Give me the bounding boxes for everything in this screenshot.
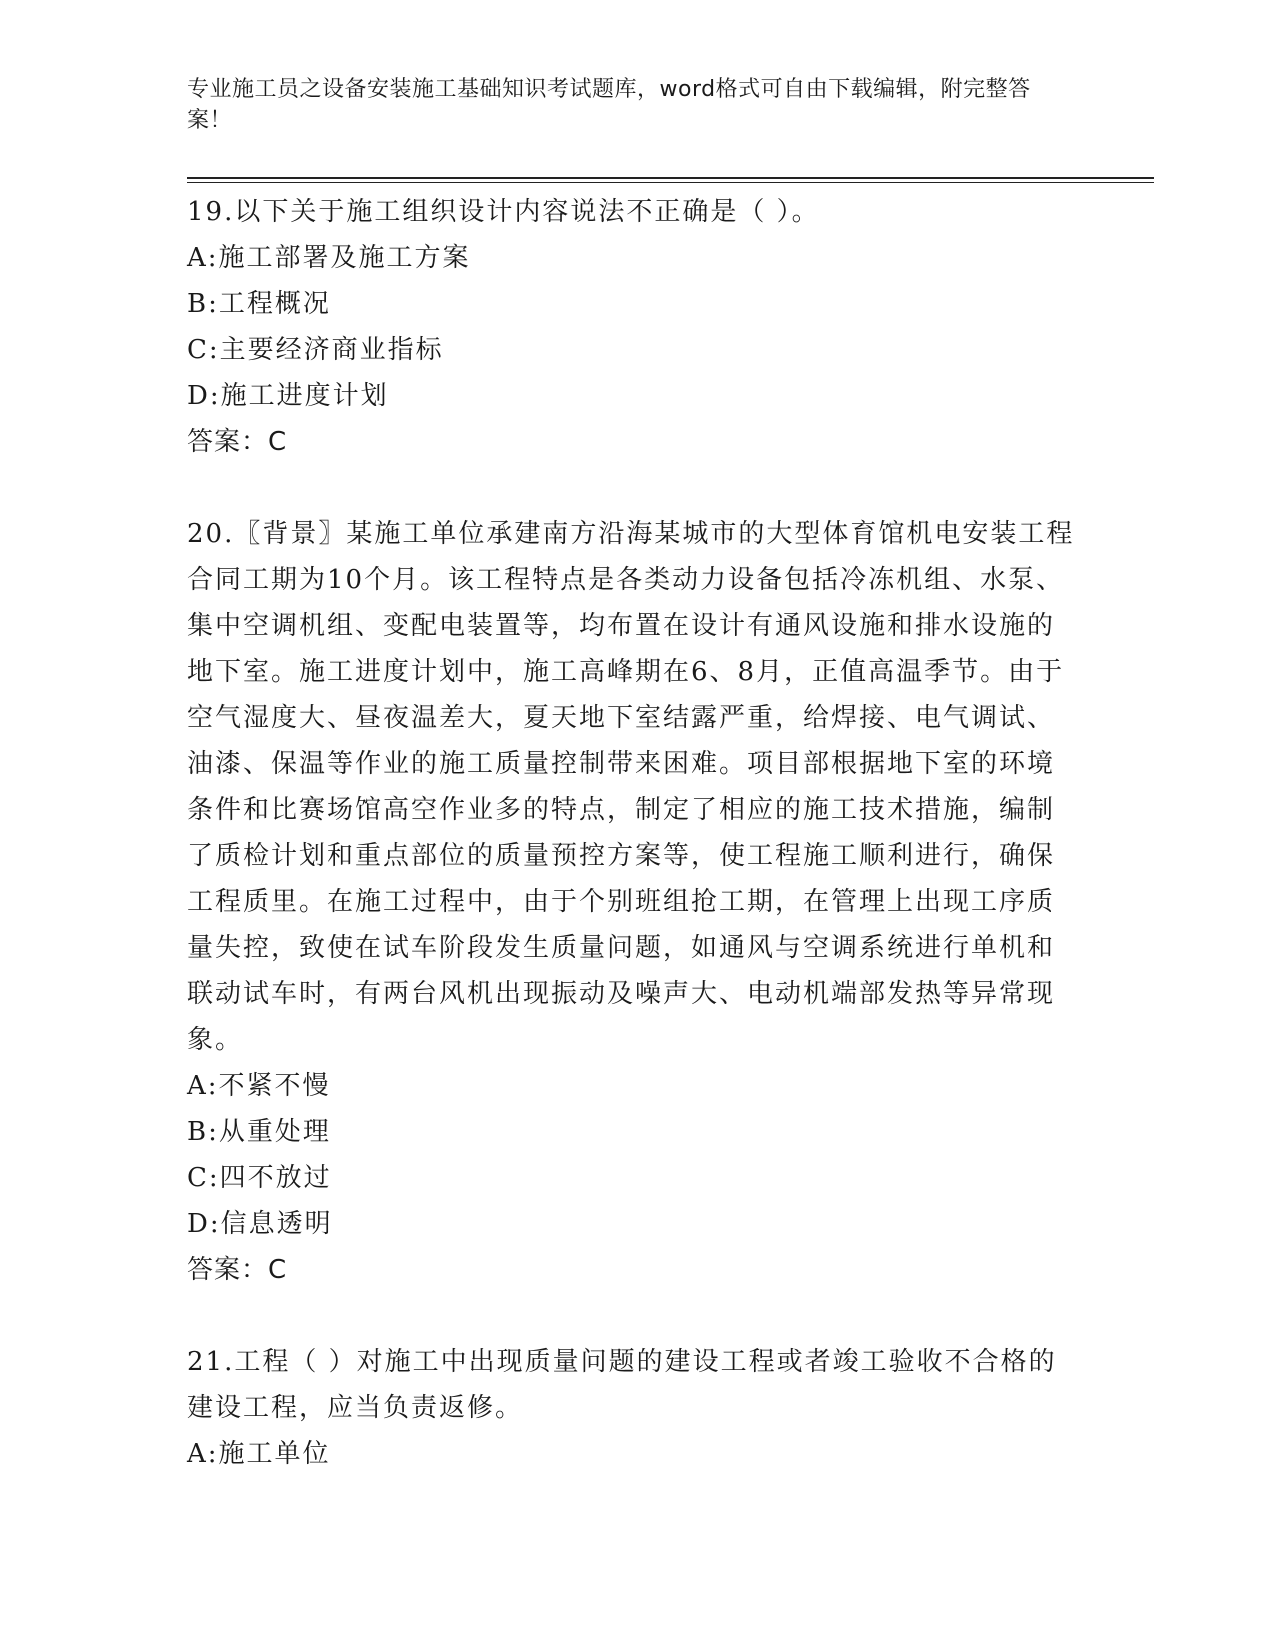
answer-line: 答案：C — [187, 1255, 288, 1285]
question-20 — [187, 511, 1077, 1293]
question-stem: 21.工程（ ）对施工中出现质量问题的建设工程或者竣工验收不合格的建设工程，应当负责返修。 — [187, 1347, 1057, 1423]
question-19 — [187, 189, 1077, 465]
question-21 — [187, 1339, 1077, 1477]
option-d: D:施工进度计划 — [187, 381, 389, 411]
question-stem: 19.以下关于施工组织设计内容说法不正确是（ ）。 — [187, 197, 820, 227]
option-c: C:四不放过 — [187, 1163, 332, 1193]
option-a: A:不紧不慢 — [187, 1071, 331, 1101]
option-c: C:主要经济商业指标 — [187, 335, 444, 365]
option-d: D:信息透明 — [187, 1209, 333, 1239]
header-divider-thick — [187, 177, 1154, 179]
option-b: B:工程概况 — [187, 289, 331, 319]
option-a: A:施工单位 — [187, 1439, 331, 1469]
option-a: A:施工部署及施工方案 — [187, 243, 471, 273]
question-list — [187, 189, 1077, 1477]
question-stem: 20.〖背景〗某施工单位承建南方沿海某城市的大型体育馆机电安装工程合同工期为10个月。该工程特点是各类动力设备包括冷冻机组、水泵、集中空调机组、变配电装置等，均布置在设计有通风设施和排水设施的地下室。施工进度计划中，施工高峰期在6、8月，正值高温季节。由于空气湿度大、昼夜温差大，夏天地下室结露严重，给焊接、电气调试、油漆、保温等作业的施工质量控制带来困难。项目部根据地下室的环境条件和比赛场馆高空作业多的特点，制定了相应的施工技术措施，编制了质检计划和重点部位的质量预控方案等，使工程施工顺利进行，确保工程质里。在施工过程中，由于个别班组抢工期，在管理上出现工序质量失控，致使在试车阶段发生质量问题，如通风与空调系统进行单机和联动试车时，有两台风机出现振动及噪声大、电动机端部发热等异常现象。 — [187, 519, 1075, 1055]
header-divider-thin — [187, 182, 1154, 183]
question-spacer — [187, 1293, 1077, 1339]
option-b: B:从重处理 — [187, 1117, 331, 1147]
document-header: 专业施工员之设备安装施工基础知识考试题库，word格式可自由下载编辑，附完整答案！ — [187, 77, 1031, 133]
question-spacer — [187, 465, 1077, 511]
answer-line: 答案：C — [187, 427, 288, 457]
